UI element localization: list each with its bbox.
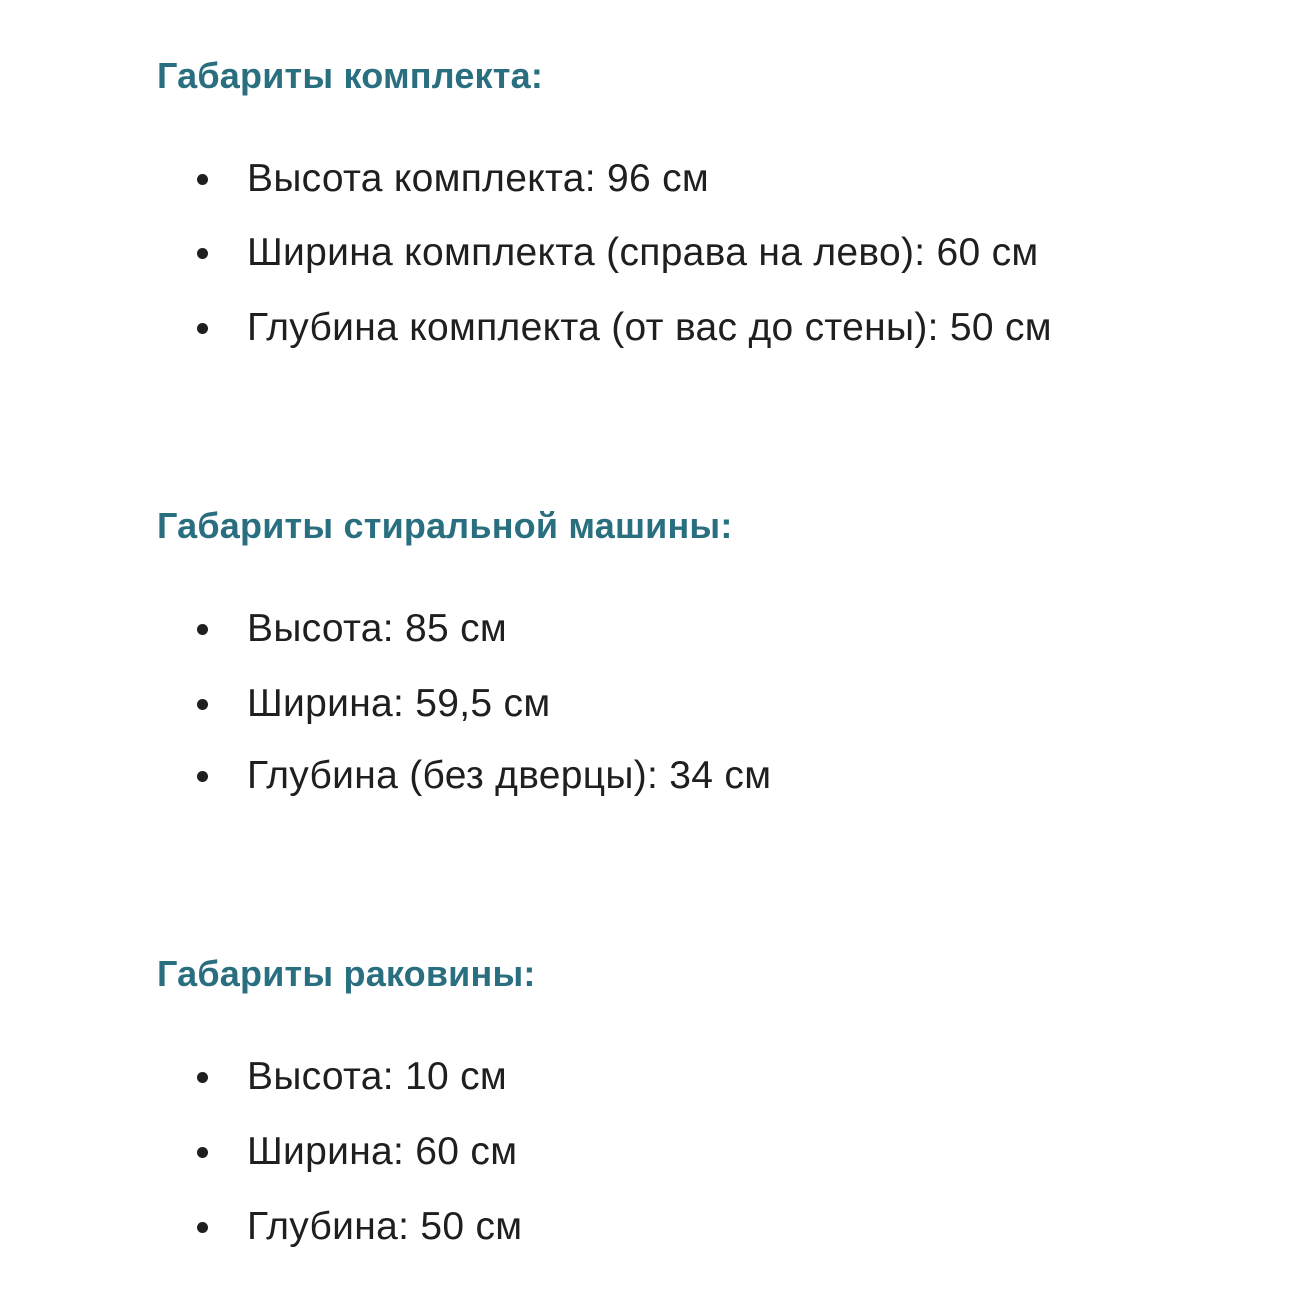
bullet-icon <box>197 1072 208 1083</box>
section-title-washing-machine: Габариты стиральной машины: <box>157 505 733 546</box>
list-item-text: Глубина (без дверцы): 34 см <box>247 754 772 797</box>
kit-dimensions-section <box>157 55 1257 349</box>
list-item-text: Высота: 85 см <box>247 607 508 650</box>
list-item-text: Ширина комплекта (справа на лево): 60 см <box>247 231 1039 274</box>
section-title-kit: Габариты комплекта: <box>157 55 544 96</box>
list-item-text: Высота комплекта: 96 см <box>247 157 710 200</box>
bullet-icon <box>197 771 208 782</box>
list-item-text: Глубина: 50 см <box>247 1205 523 1248</box>
list-item-text: Ширина: 59,5 см <box>247 682 551 725</box>
bullet-icon <box>197 323 208 334</box>
bullet-icon <box>197 699 208 710</box>
sink-dimensions-section <box>157 953 1257 1248</box>
bullet-icon <box>197 1222 208 1233</box>
section-title-sink: Габариты раковины: <box>157 953 536 994</box>
bullet-icon <box>197 248 208 259</box>
washing-machine-dimensions-section <box>157 505 1257 797</box>
bullet-icon <box>197 1147 208 1158</box>
bullet-icon <box>197 174 208 185</box>
bullet-icon <box>197 624 208 635</box>
list-item-text: Ширина: 60 см <box>247 1130 518 1173</box>
list-item-text: Высота: 10 см <box>247 1055 508 1098</box>
list-item-text: Глубина комплекта (от вас до стены): 50 см <box>247 306 1052 349</box>
